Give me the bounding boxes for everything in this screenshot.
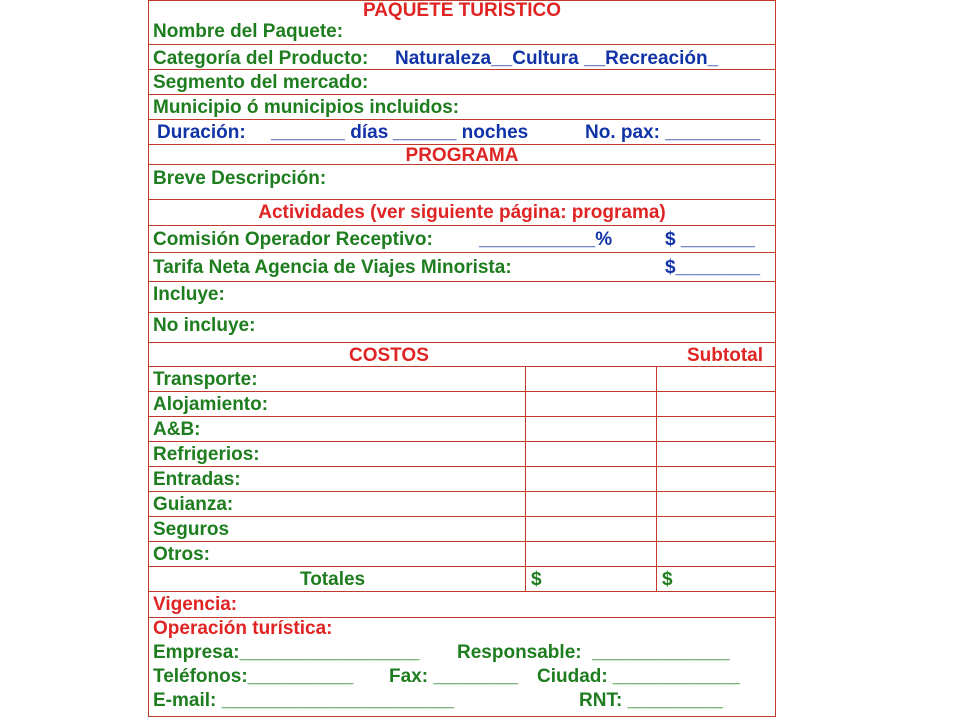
- description-label: Breve Descripción:: [153, 168, 327, 189]
- program-title: PROGRAMA: [405, 145, 519, 166]
- municipality-label: Municipio ó municipios incluidos:: [153, 97, 460, 118]
- cost-label-lodging: Alojamiento:: [153, 394, 269, 415]
- validity-row: [149, 592, 775, 618]
- municipality-row: [149, 95, 775, 120]
- totals-row: [149, 567, 775, 592]
- net-rate-row: [149, 253, 775, 282]
- package-name-label: Nombre del Paquete:: [153, 21, 344, 42]
- cost-label-insurance: Seguros: [153, 519, 230, 540]
- validity-label: Vigencia:: [153, 594, 238, 615]
- manager-field[interactable]: Responsable: _____________: [457, 642, 730, 663]
- fax-field[interactable]: Fax: ________: [389, 666, 518, 687]
- net-rate-label: Tarifa Neta Agencia de Viajes Minorista:: [153, 257, 512, 278]
- duration-row: [149, 120, 775, 145]
- cost-row: [149, 442, 775, 467]
- operation-title: Operación turística:: [153, 618, 333, 639]
- cost-column-divider: [525, 367, 526, 592]
- cost-row: [149, 492, 775, 517]
- totals-label: Totales: [300, 569, 366, 590]
- email-field[interactable]: E-mail: ______________________: [153, 690, 455, 711]
- commission-label: Comisión Operador Receptivo:: [153, 229, 433, 250]
- cost-label-food: A&B:: [153, 419, 201, 440]
- cost-label-entrances: Entradas:: [153, 469, 241, 490]
- cost-label-snacks: Refrigerios:: [153, 444, 260, 465]
- cost-row: [149, 417, 775, 442]
- cost-label-other: Otros:: [153, 544, 210, 565]
- excludes-row: [149, 313, 775, 343]
- costs-header-row: [149, 343, 775, 367]
- segment-label: Segmento del mercado:: [153, 72, 369, 93]
- commission-amount-field[interactable]: $ _______: [665, 229, 755, 250]
- rnt-field[interactable]: RNT: _________: [579, 690, 723, 711]
- cost-row: [149, 542, 775, 567]
- subtotal-column-divider: [656, 367, 657, 592]
- includes-row: [149, 282, 775, 313]
- category-label: Categoría del Producto:: [153, 48, 369, 69]
- form-title: PAQUETE TURÍSTICO: [362, 0, 562, 21]
- totals-subtotal-cell[interactable]: $: [662, 569, 673, 590]
- cost-label-guide: Guianza:: [153, 494, 234, 515]
- commission-row: [149, 226, 775, 253]
- cost-label-transport: Transporte:: [153, 369, 258, 390]
- description-row: [149, 165, 775, 200]
- category-row: [149, 45, 775, 70]
- nights-field[interactable]: ______ noches: [393, 122, 529, 143]
- cost-row: [149, 517, 775, 542]
- pax-field[interactable]: No. pax: _________: [585, 122, 761, 143]
- operation-section: [149, 618, 775, 716]
- header-section: [149, 1, 775, 45]
- segment-row: [149, 70, 775, 95]
- excludes-label: No incluye:: [153, 315, 256, 336]
- includes-label: Incluye:: [153, 284, 225, 305]
- subtotal-title: Subtotal: [687, 345, 763, 366]
- cost-row: [149, 392, 775, 417]
- net-rate-amount-field[interactable]: $________: [665, 257, 761, 278]
- cost-row: [149, 467, 775, 492]
- program-header-row: [149, 145, 775, 165]
- city-field[interactable]: Ciudad: ____________: [537, 666, 740, 687]
- cost-row: [149, 367, 775, 392]
- activities-row: [149, 200, 775, 226]
- tour-package-form: [148, 0, 776, 717]
- company-field[interactable]: Empresa:_________________: [153, 642, 420, 663]
- totals-cost-cell[interactable]: $: [531, 569, 542, 590]
- costs-title: COSTOS: [349, 345, 429, 366]
- commission-percent-field[interactable]: ___________%: [479, 229, 613, 250]
- duration-label: Duración:: [157, 122, 246, 143]
- category-options[interactable]: Naturaleza__Cultura __Recreación_: [395, 48, 719, 69]
- days-field[interactable]: _______ días: [271, 122, 389, 143]
- phone-field[interactable]: Teléfonos:__________: [153, 666, 354, 687]
- activities-title: Actividades (ver siguiente página: programa): [258, 202, 666, 223]
